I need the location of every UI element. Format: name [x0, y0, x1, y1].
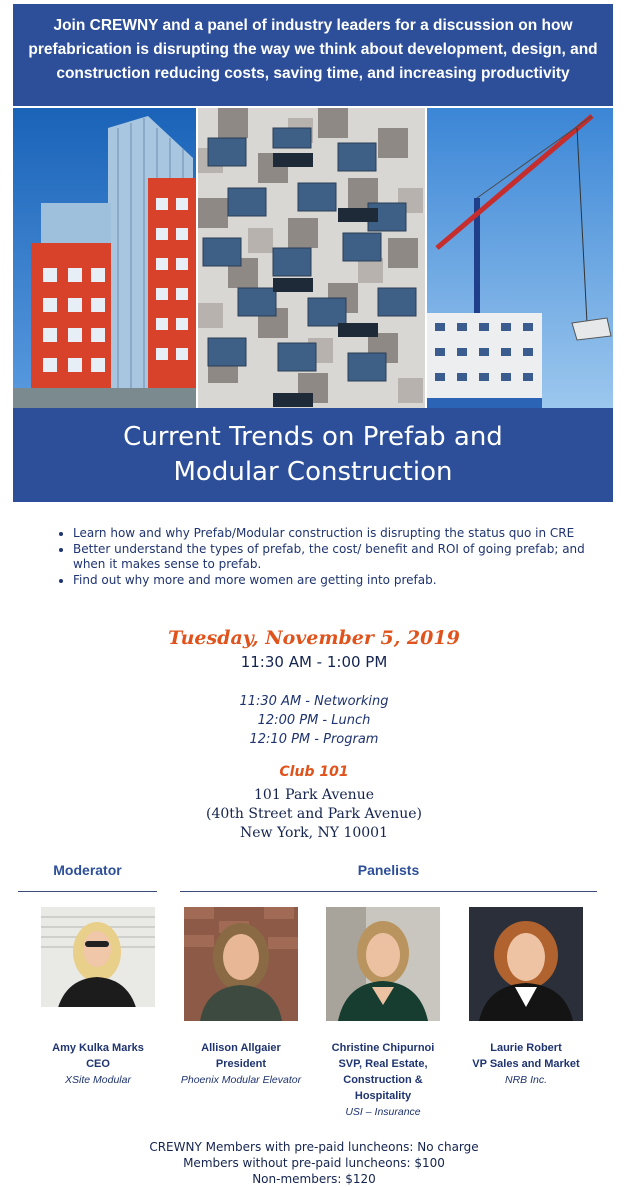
person-card-moderator — [28, 907, 168, 1088]
event-title — [13, 408, 613, 502]
highlights-list — [55, 526, 618, 589]
panelists-divider — [180, 891, 597, 892]
intro-text: Join CREWNY and a panel of industry leaders for a discussion on how prefabrication is disrupting the way we think about development, design, and construction reducing costs, saving time, and increasing productivity — [28, 17, 598, 82]
event-time: 11:30 AM - 1:00 PM — [240, 653, 388, 671]
person-name: Amy Kulka Marks — [52, 1042, 144, 1054]
moderator-heading: Moderator — [53, 862, 122, 878]
price-line: CREWNY Members with pre-paid luncheons: No charge — [149, 1140, 479, 1154]
event-title-line1: Current Trends on Prefab and — [123, 422, 503, 452]
person-org: NRB Inc. — [504, 1074, 547, 1086]
event-schedule — [0, 692, 628, 749]
venue-name: Club 101 — [279, 764, 349, 780]
schedule-item: 12:00 PM - Lunch — [257, 713, 371, 728]
price-line: Non-members: $120 — [252, 1172, 376, 1186]
avatar — [184, 907, 298, 1021]
person-org: Phoenix Modular Elevator — [180, 1074, 302, 1086]
moderator-divider — [18, 891, 157, 892]
person-card-panelist — [313, 907, 453, 1120]
photo-facade-mosaic — [198, 108, 425, 408]
price-line: Members without pre-paid luncheons: $100 — [183, 1156, 445, 1170]
hero-photo-strip — [13, 108, 613, 408]
address-line: New York, NY 10001 — [240, 825, 388, 841]
person-org: USI – Insurance — [345, 1106, 421, 1118]
highlight-item: • Find out why more and more women are getting into prefab. — [73, 573, 618, 588]
person-role: CEO — [86, 1058, 110, 1070]
avatar — [469, 907, 583, 1021]
pricing-info — [0, 1139, 628, 1187]
person-role: Construction & — [343, 1074, 423, 1086]
event-date: Tuesday, November 5, 2019 — [168, 627, 460, 649]
photo-tower-red — [13, 108, 196, 408]
person-name: Allison Allgaier — [201, 1042, 281, 1054]
address-line: 101 Park Avenue — [254, 787, 374, 803]
person-role: Hospitality — [354, 1090, 412, 1102]
person-role: SVP, Real Estate, — [338, 1058, 428, 1070]
person-name: Laurie Robert — [490, 1042, 562, 1054]
panelists-heading: Panelists — [357, 862, 420, 878]
person-card-panelist — [456, 907, 596, 1088]
person-role: President — [215, 1058, 267, 1070]
schedule-item: 12:10 PM - Program — [249, 732, 379, 747]
avatar — [41, 907, 155, 1021]
highlight-item: • Learn how and why Prefab/Modular construction is disrupting the status quo in CRE — [73, 526, 618, 541]
address-line: (40th Street and Park Avenue) — [206, 806, 422, 822]
photo-crane-module — [427, 108, 613, 408]
event-title-line2: Modular Construction — [173, 457, 453, 487]
schedule-item: 11:30 AM - Networking — [239, 694, 389, 709]
intro-banner — [13, 4, 613, 106]
person-card-panelist — [171, 907, 311, 1088]
person-org: XSite Modular — [65, 1074, 131, 1086]
venue-address — [0, 786, 628, 843]
person-role: VP Sales and Market — [472, 1058, 580, 1070]
avatar — [326, 907, 440, 1021]
person-name: Christine Chipurnoi — [331, 1042, 435, 1054]
highlight-item: • Better understand the types of prefab, the cost/ benefit and ROI of going prefab; and when it makes sense to prefab. — [73, 542, 618, 572]
